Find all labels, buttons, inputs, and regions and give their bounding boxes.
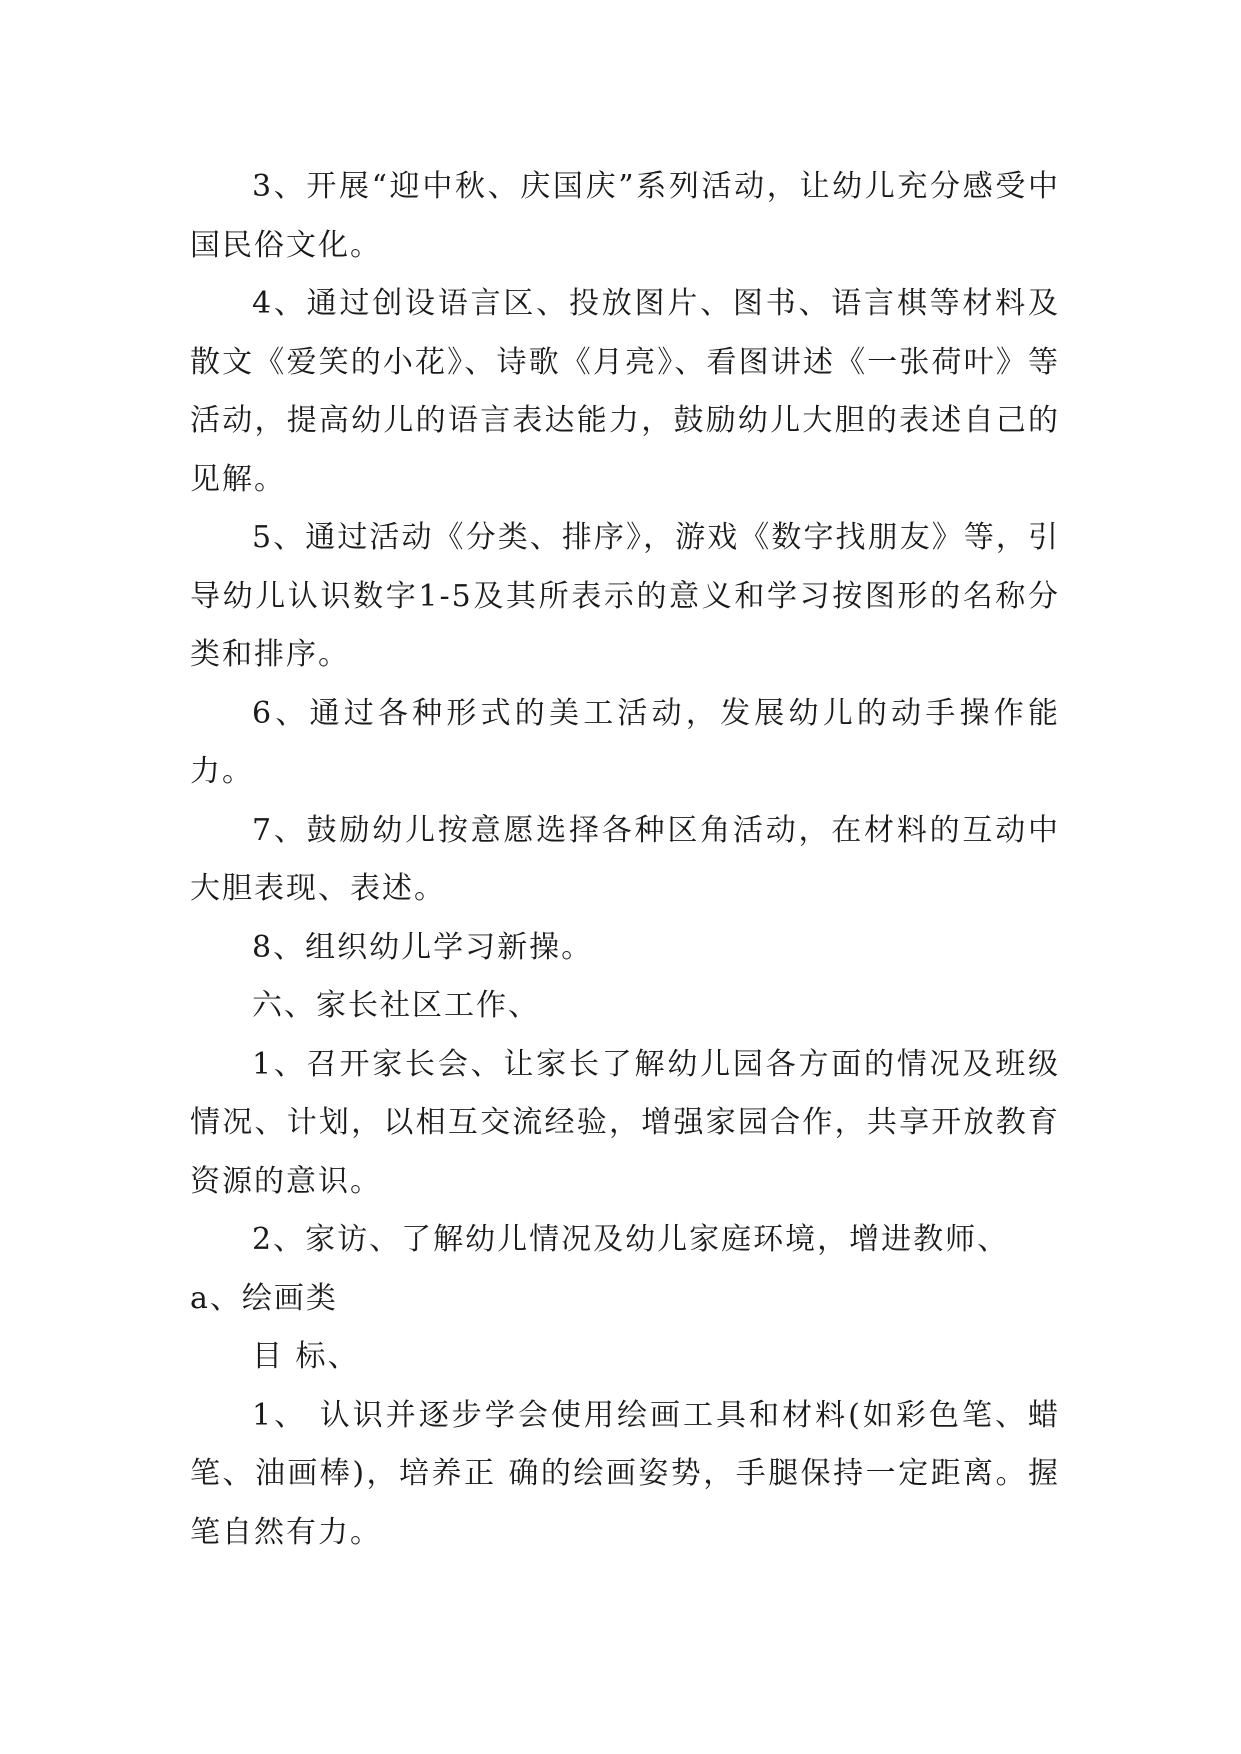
paragraph-1-drawing-tools: 1、 认识并逐步学会使用绘画工具和材料(如彩色笔、蜡笔、油画棒)，培养正 确的绘画姿势，手腿保持一定距离。握笔自然有力。 xyxy=(190,1397,1060,1550)
paragraph-7-corner-activities: 7、鼓励幼儿按意愿选择各种区角活动，在材料的互动中大胆表现、表述。 xyxy=(190,812,1060,906)
paragraph-8-new-exercises: 8、组织幼儿学习新操。 xyxy=(252,929,594,965)
document-body xyxy=(190,158,1060,1562)
subheading-goals: 目 标、 xyxy=(252,1339,360,1374)
section-heading-parent-community: 六、家长社区工作、 xyxy=(252,988,540,1023)
paragraph-6-art-activities: 6、通过各种形式的美工活动，发展幼儿的动手操作能力。 xyxy=(190,695,1060,789)
paragraph-1-parent-meeting: 1、召开家长会、让家长了解幼儿园各方面的情况及班级情况、计划，以相互交流经验，增强家园合作，共享开放教育资源的意识。 xyxy=(190,1046,1060,1199)
paragraph-2-home-visit: 2、家访、了解幼儿情况及幼儿家庭环境，增进教师、 xyxy=(252,1222,1010,1257)
paragraph-3-mid-autumn-activities: 3、开展“迎中秋、庆国庆”系列活动，让幼儿充分感受中国民俗文化。 xyxy=(190,169,1060,263)
subheading-painting: a、绘画类 xyxy=(190,1280,338,1316)
paragraph-4-language-area: 4、通过创设语言区、投放图片、图书、语言棋等材料及散文《爱笑的小花》、诗歌《月亮》、看图讲述《一张荷叶》等活动，提高幼儿的语言表达能力，鼓励幼儿大胆的表述自己的见解。 xyxy=(190,286,1060,497)
paragraph-5-classification-sorting: 5、通过活动《分类、排序》，游戏《数字找朋友》等，引导幼儿认识数字1-5及其所表示的意义和学习按图形的名称分类和排序。 xyxy=(190,520,1060,672)
